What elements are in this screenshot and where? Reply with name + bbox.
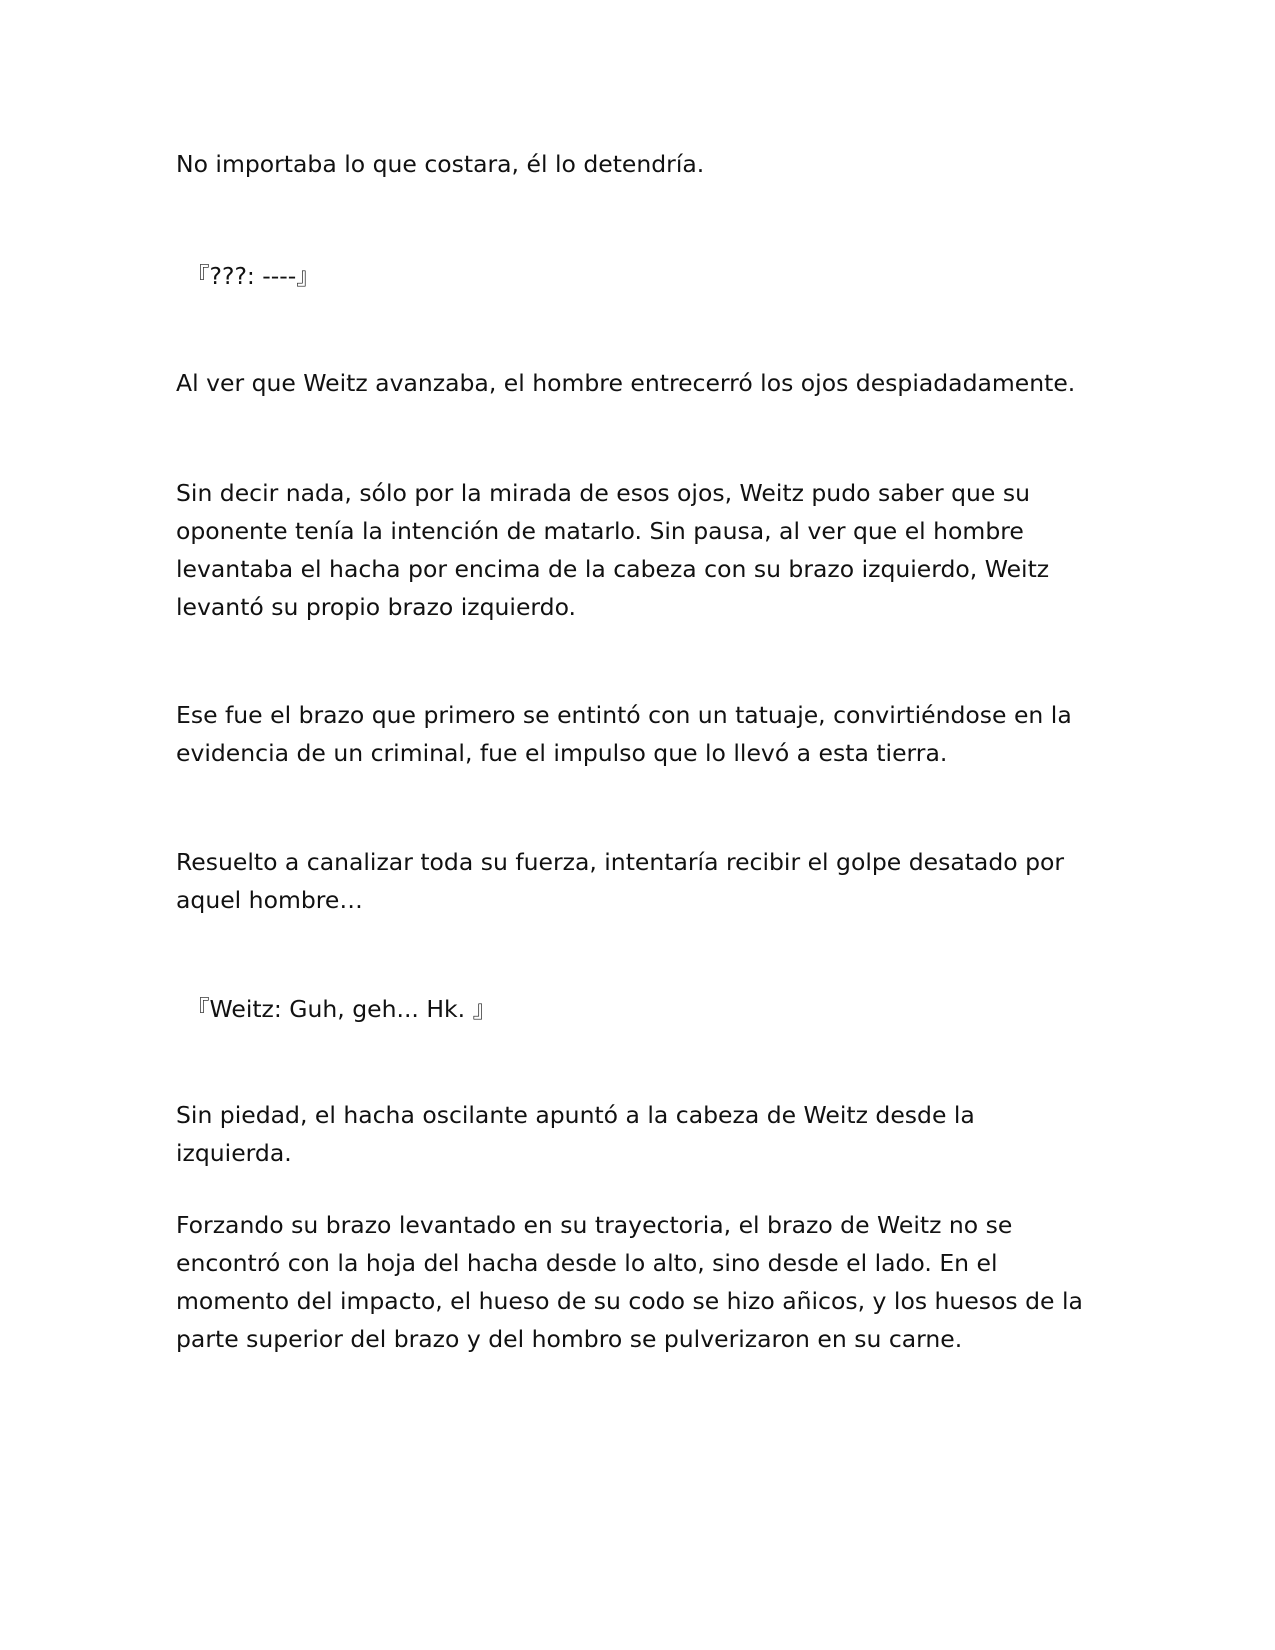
paragraph-5: Resuelto a canalizar toda su fuerza, intentaría recibir el golpe desatado por aquel hombre… — [176, 848, 1065, 914]
dialogue-line-1: 『???: ----』 — [186, 262, 320, 290]
paragraph-3: Sin decir nada, sólo por la mirada de esos ojos, Weitz pudo saber que su oponente tenía la intención de matarlo. Sin pausa, al ver que el hombre levantaba el hacha por encima de la cabeza con su brazo izquierdo, Weitz levantó su propio brazo izquierdo. — [176, 479, 1050, 621]
paragraph-6: Sin piedad, el hacha oscilante apuntó a la cabeza de Weitz desde la izquierda. — [176, 1101, 975, 1167]
dialogue-line-2: 『Weitz: Guh, geh... Hk. 』 — [186, 995, 497, 1023]
paragraph-7: Forzando su brazo levantado en su trayectoria, el brazo de Weitz no se encontró con la hoja del hacha desde lo alto, sino desde el lado. En el momento del impacto, el hueso de su codo se hizo añicos, y los huesos de la parte superior del brazo y del hombro se pulverizaron en su carne. — [176, 1211, 1083, 1353]
paragraph-1: No importaba lo que costara, él lo detendría. — [176, 150, 705, 178]
paragraph-2: Al ver que Weitz avanzaba, el hombre entrecerró los ojos despiadadamente. — [176, 369, 1076, 397]
paragraph-4: Ese fue el brazo que primero se entintó con un tatuaje, convirtiéndose en la evidencia de un criminal, fue el impulso que lo llevó a esta tierra. — [176, 701, 1072, 767]
